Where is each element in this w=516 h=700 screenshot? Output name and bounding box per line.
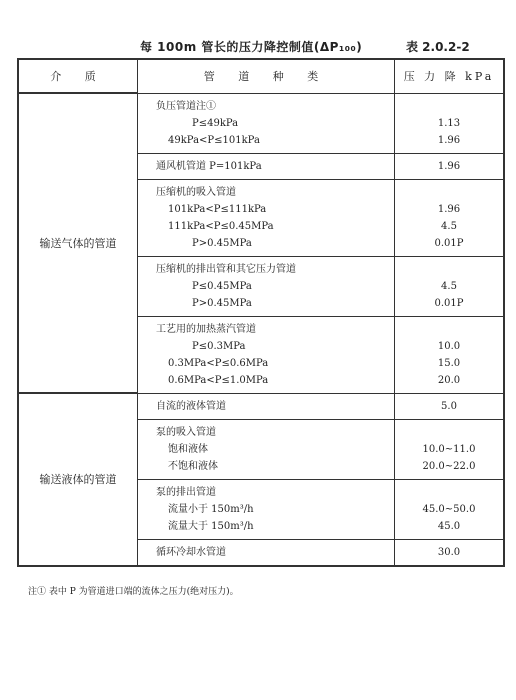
pressure-drop-value xyxy=(395,424,503,441)
pipe-type-label: 负压管道注① xyxy=(156,100,216,112)
table-body xyxy=(18,93,504,566)
pressure-drop-value: 5.0 xyxy=(441,400,457,412)
pipe-type-label: 111kPa<P≤0.45MPa xyxy=(168,220,274,232)
pressure-drop-cell xyxy=(395,153,505,179)
pressure-drop-value: 45.0 xyxy=(437,520,461,532)
pressure-drop-value: 1.13 xyxy=(437,117,461,129)
pressure-drop-value: 0.01P xyxy=(434,237,464,249)
pressure-drop-cell xyxy=(395,316,505,393)
pipe-type-label: P>0.45MPa xyxy=(192,237,252,249)
pressure-drop-value: 1.96 xyxy=(437,134,461,146)
pipe-type-label: 流量大于 150m³/h xyxy=(168,520,254,532)
pressure-drop-value: 0.01P xyxy=(434,297,464,309)
pipe-type-cell xyxy=(138,539,395,566)
pipe-type-label: 饱和液体 xyxy=(168,443,208,455)
pressure-drop-cell xyxy=(395,539,505,566)
pressure-drop-value: 10.0~11.0 xyxy=(422,443,476,455)
pipe-type-cell xyxy=(138,419,395,479)
pipe-type-cell xyxy=(138,256,395,316)
pressure-drop-value: 15.0 xyxy=(437,357,461,369)
pipe-type-label: P≤0.45MPa xyxy=(192,280,252,292)
pressure-drop-value: 1.96 xyxy=(437,160,461,172)
footnote: 注① 表中 P 为管道进口端的流体之压力(绝对压力)。 xyxy=(28,587,239,597)
pipe-type-label: 49kPa<P≤101kPa xyxy=(168,134,260,146)
pipe-type-label: 0.6MPa<P≤1.0MPa xyxy=(168,374,269,386)
pressure-drop-value: 20.0~22.0 xyxy=(422,460,476,472)
pipe-type-cell xyxy=(138,153,395,179)
pipe-type-label: 循环冷却水管道 xyxy=(156,546,226,558)
medium-cell: 输送气体的管道 xyxy=(18,93,138,393)
pipe-type-label: 泵的排出管道 xyxy=(156,486,216,498)
pipe-type-label: P>0.45MPa xyxy=(192,297,252,309)
pressure-drop-value: 4.5 xyxy=(441,280,457,292)
header-medium: 介 质 xyxy=(18,59,138,93)
pressure-drop-cell xyxy=(395,256,505,316)
pipe-type-label: P≤0.3MPa xyxy=(192,340,246,352)
pipe-type-cell xyxy=(138,316,395,393)
pressure-drop-value xyxy=(395,321,503,338)
pipe-type-label: 101kPa<P≤111kPa xyxy=(168,203,267,215)
pressure-drop-cell xyxy=(395,419,505,479)
table-title: 每 100m 管长的压力降控制值(ΔP₁₀₀) xyxy=(140,40,363,54)
header-pressure-drop: 压 力 降 kPa xyxy=(395,59,505,93)
pressure-drop-value: 4.5 xyxy=(441,220,457,232)
pipe-type-label: 工艺用的加热蒸汽管道 xyxy=(156,323,256,335)
header-pipe-type: 管 道 种 类 xyxy=(138,59,395,93)
pipe-type-cell xyxy=(138,179,395,256)
pipe-type-label: 流量小于 150m³/h xyxy=(168,503,254,515)
table-header-row xyxy=(18,59,504,93)
pipe-type-label: P≤49kPa xyxy=(192,117,239,129)
medium-cell: 输送液体的管道 xyxy=(18,393,138,566)
pipe-type-cell xyxy=(138,479,395,539)
pressure-drop-value xyxy=(395,261,503,278)
table-row xyxy=(18,393,504,419)
pipe-type-label: 泵的吸入管道 xyxy=(156,426,216,438)
pressure-drop-cell xyxy=(395,179,505,256)
pressure-drop-cell xyxy=(395,93,505,153)
pressure-drop-value: 20.0 xyxy=(437,374,461,386)
pipe-type-cell xyxy=(138,93,395,153)
pipe-type-label: 压缩机的吸入管道 xyxy=(156,186,236,198)
pressure-drop-value: 30.0 xyxy=(437,546,461,558)
table-row xyxy=(18,93,504,153)
pressure-drop-value: 45.0~50.0 xyxy=(422,503,476,515)
pressure-drop-cell xyxy=(395,393,505,419)
pipe-type-label: 不饱和液体 xyxy=(168,460,218,472)
pipe-type-label: 0.3MPa<P≤0.6MPa xyxy=(168,357,269,369)
pressure-drop-value xyxy=(395,484,503,501)
pressure-drop-value xyxy=(395,184,503,201)
pipe-type-label: 自流的液体管道 xyxy=(156,400,226,412)
pipe-type-cell xyxy=(138,393,395,419)
table-number: 表 2.0.2-2 xyxy=(406,40,470,54)
pressure-drop-value: 1.96 xyxy=(437,203,461,215)
pressure-drop-table xyxy=(17,58,505,567)
pressure-drop-value xyxy=(395,98,503,115)
pressure-drop-value: 10.0 xyxy=(437,340,461,352)
pipe-type-label: 通风机管道 P=101kPa xyxy=(156,160,262,172)
pipe-type-label: 压缩机的排出管和其它压力管道 xyxy=(156,263,296,275)
pressure-drop-cell xyxy=(395,479,505,539)
